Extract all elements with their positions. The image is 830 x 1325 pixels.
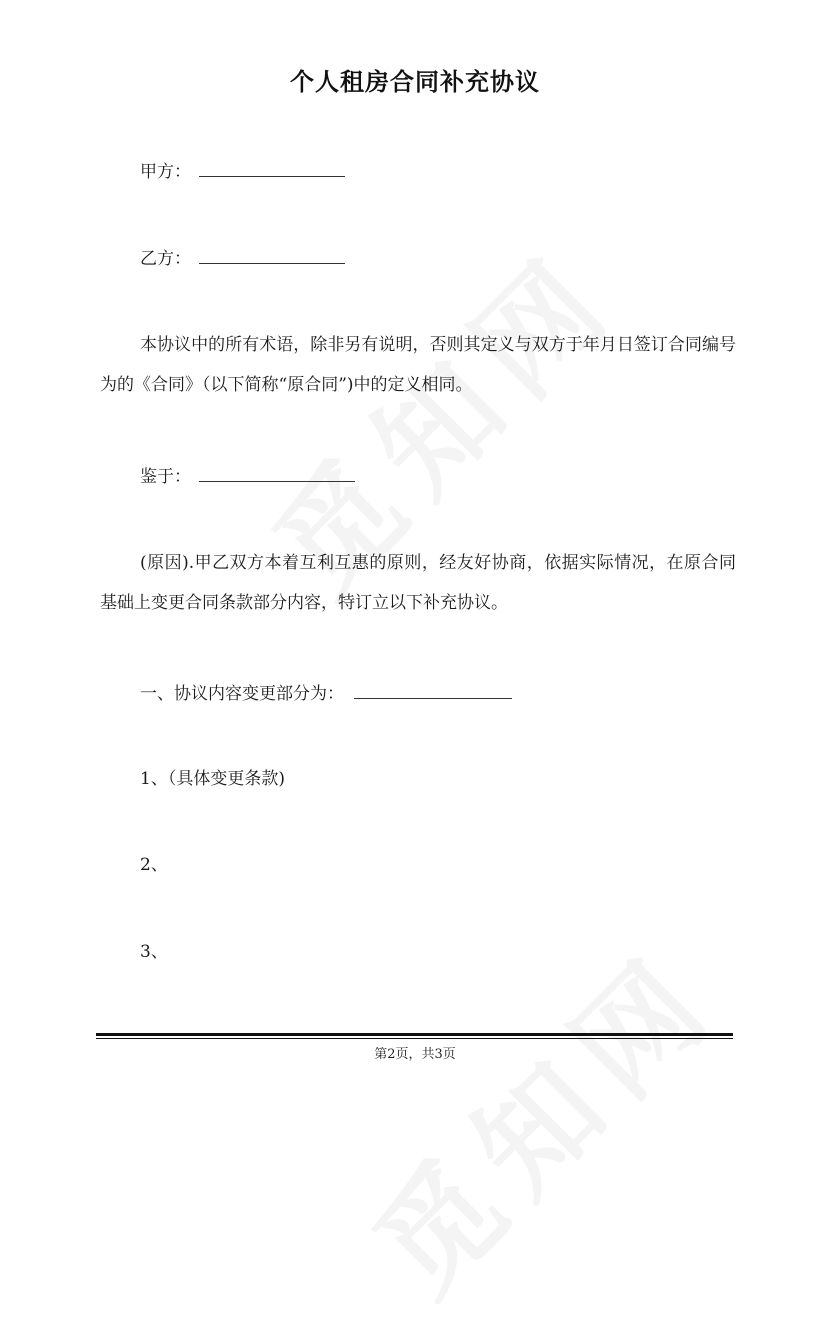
- section-one-blank[interactable]: [354, 680, 512, 699]
- whereas-label: 鉴于：: [140, 467, 191, 487]
- footer-rule-thin: [96, 1038, 733, 1039]
- section-one-heading: 一、协议内容变更部分为：: [140, 684, 344, 704]
- list-item: 2、: [140, 855, 168, 875]
- definitions-paragraph: 本协议中的所有术语，除非另有说明，否则其定义与双方于年月日签订合同编号为的《合同》（以下简称“原合同”)中的定义相同。: [100, 335, 736, 395]
- reason-paragraph: (原因).甲乙双方本着互利互惠的原则，经友好协商，依据实际情况，在原合同基础上变更合同条款部分内容，特订立以下补充协议。: [100, 553, 736, 613]
- party-b-blank[interactable]: [199, 245, 345, 264]
- whereas-blank[interactable]: [199, 463, 355, 482]
- party-a-label: 甲方：: [140, 162, 191, 182]
- party-a-line: [140, 158, 345, 184]
- party-b-line: [140, 245, 345, 271]
- list-item: 3、: [140, 942, 168, 962]
- party-a-blank[interactable]: [199, 158, 345, 177]
- page-number: 第2页，共3页: [374, 1047, 456, 1062]
- watermark-lower: [331, 907, 750, 1325]
- whereas-line: [140, 463, 355, 489]
- section-one-line: [140, 680, 512, 706]
- document-title: 个人租房合同补充协议: [290, 67, 540, 96]
- footer-rule: [96, 1033, 733, 1036]
- party-b-label: 乙方：: [140, 249, 191, 269]
- list-item: 1、（具体变更条款): [140, 769, 285, 789]
